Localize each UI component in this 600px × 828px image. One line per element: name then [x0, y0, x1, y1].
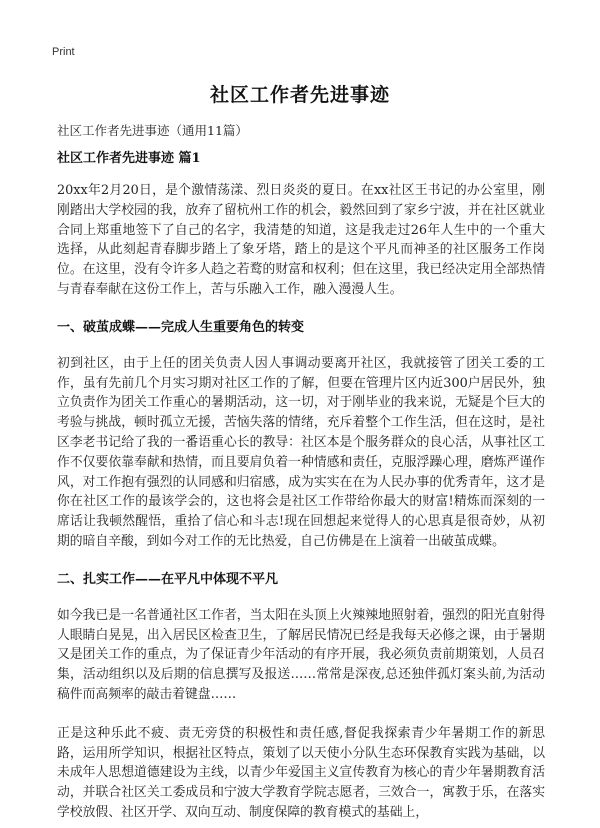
section-heading: 社区工作者先进事迹 篇1 [57, 151, 201, 166]
print-label: Print [52, 46, 75, 58]
heading-solid-work: 二、扎实工作——在平凡中体现不平凡 [57, 571, 279, 587]
paragraph-solid-work: 如今我已是一名普通社区工作者，当太阳在头顶上火辣辣地照射着，强烈的阳光直射得人眼睛白晃晃，出入居民区检查卫生，了解居民情况已经是我每天必修之课，由于暑期又是团关工作的重点，为了保证青少年活动的有序开展，我必须负责前期策划，人员召集，活动组织以及后期的信息撰写及报送……常常是深夜,总还独伴孤灯案头前,为活动稿件而高频率的敲击着键盘…… [57, 607, 545, 702]
paragraph-summer-activities: 正是这种乐此不疲、责无旁贷的积极性和责任感,督促我探索青少年暑期工作的新思路，运用所学知识，根据社区特点，策划了以天使小分队生态环保教育实践为基础，以未成年人思想道德建设为主线，以青少年爱国主义宣传教育为核心的青少年暑期教育活动，并联合社区关工委成员和宁波大学教育学院志愿者，三效合一，寓教于乐，在落实学校放假、社区开学、双向互动、制度保障的教育模式的基础上， [57, 725, 545, 820]
document-body [57, 150, 545, 823]
page-title: 社区工作者先进事迹 [209, 84, 390, 106]
paragraph-intro: 20xx年2月20日，是个激情荡漾、烈日炎炎的夏日。在xx社区王书记的办公室里，刚刚踏出大学校园的我，放弃了留杭州工作的机会，毅然回到了家乡宁波，并在社区就业合同上郑重地签下了自己的名字，我清楚的知道，这是我走过26年人生中的一个重大选择，从此刻起青春脚步踏上了象牙塔，踏上的是这个平凡而神圣的社区服务工作岗位。在这里，没有令许多人趋之若鹜的财富和权利；但在这里，我已经决定用全部热情与青春奉献在这份工作上，苦与乐融入工作，融入漫漫人生。 [57, 183, 545, 297]
heading-transformation: 一、破茧成蝶——完成人生重要角色的转变 [57, 319, 305, 335]
document-subtitle: 社区工作者先进事迹（通用11篇） [57, 123, 248, 138]
paragraph-transformation: 初到社区，由于上任的团关负责人因人事调动要离开社区，我就接管了团关工委的工作，虽有先前几个月实习期对社区工作的了解，但要在管理片区内近300户居民外，独立负责作为团关工作重心的暑期活动，这一切，对于刚毕业的我来说，无疑是个巨大的考验与挑战，顿时孤立无援，苦恼失落的情绪，充斥着整个工作生活，但在这时，是社区李老书记给了我的一番语重心长的教导：社区本是个服务群众的良心活，从事社区工作不仅要依靠奉献和热情，而且要肩负着一种情感和责任，克服浮躁心理，磨炼严谨作风，对工作抱有强烈的认同感和归宿感，成为实实在在为人民办事的优秀青年，这才是你在社区工作的最该学会的，这也将会是社区工作带给你最大的财富!精炼而深刻的一席话让我顿然醒悟，重拾了信心和斗志!现在回想起来觉得人的心思真是很奇妙，从初期的暗自辛酸，到如今对工作的无比热爱，自己仿佛是在上演着一出破茧成蝶。 [57, 355, 545, 549]
